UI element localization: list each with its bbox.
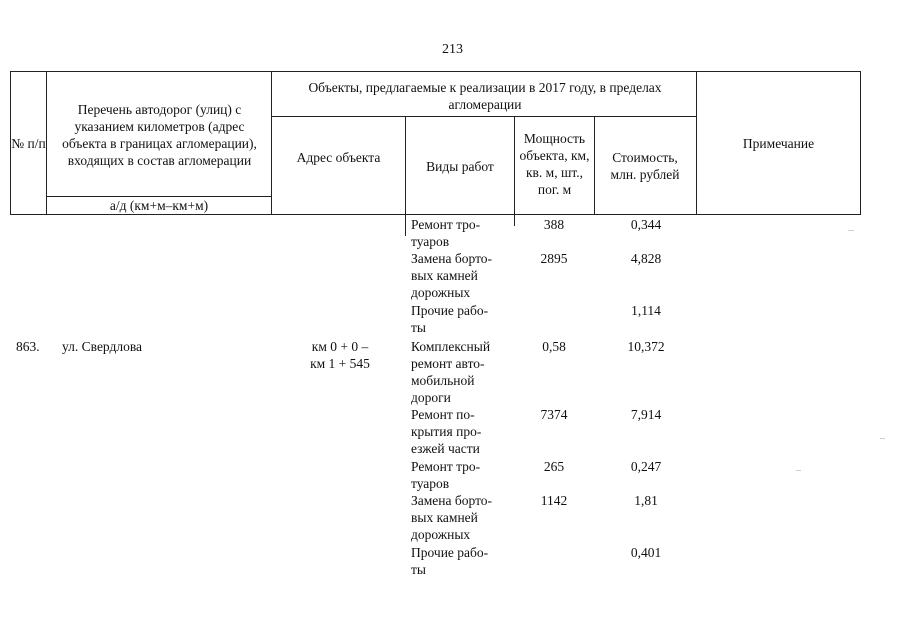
object-address: км 0 + 0 – км 1 + 545 bbox=[310, 339, 370, 371]
cost-value: 0,247 bbox=[630, 459, 662, 474]
road-name: ул. Свердлова bbox=[62, 339, 143, 354]
cost-value: 1,81 bbox=[634, 493, 658, 508]
capacity-value: 2895 bbox=[540, 251, 568, 266]
header-number: № п/п bbox=[11, 135, 46, 151]
cost-value: 0,344 bbox=[630, 217, 662, 232]
header-capacity: Мощность объекта, км, кв. м, шт., пог. м bbox=[519, 131, 590, 197]
scan-mark bbox=[848, 230, 854, 231]
header-address: Адрес объекта bbox=[296, 149, 381, 165]
cost-value: 4,828 bbox=[630, 251, 662, 266]
page-number: 213 bbox=[442, 42, 463, 57]
col-border-tail bbox=[405, 214, 406, 236]
col-border bbox=[405, 116, 406, 215]
col-border bbox=[860, 71, 861, 215]
capacity-value: 0,58 bbox=[542, 339, 566, 354]
header-roads-sub: а/д (км+м–км+м) bbox=[109, 198, 209, 213]
header-note: Примечание bbox=[742, 135, 815, 151]
work-type: Замена борто- вых камней дорожных bbox=[411, 493, 493, 542]
col-border bbox=[46, 71, 47, 215]
cost-value: 10,372 bbox=[627, 339, 665, 354]
header-work: Виды работ bbox=[426, 158, 494, 174]
capacity-value: 265 bbox=[543, 459, 565, 474]
scan-mark bbox=[880, 438, 885, 439]
work-type: Ремонт тро- туаров bbox=[411, 217, 481, 249]
work-type: Ремонт по- крытия про- езжей части bbox=[411, 407, 482, 456]
header-cost: Стоимость, млн. рублей bbox=[610, 150, 680, 182]
header-roads: Перечень автодорог (улиц) с указанием километров (адрес объекта в границах агломерации), входящих в состав агломерации bbox=[62, 102, 257, 168]
capacity-value: 7374 bbox=[540, 407, 568, 422]
row-number: 863. bbox=[16, 339, 40, 354]
cost-value: 0,401 bbox=[630, 545, 662, 560]
cost-value: 7,914 bbox=[630, 407, 662, 422]
capacity-value: 1142 bbox=[540, 493, 568, 508]
header-objects-group: Объекты, предлагаемые к реализации в 2017 году, в пределах агломерации bbox=[308, 80, 662, 112]
work-type: Комплексный ремонт авто- мобильной дороги bbox=[411, 339, 491, 405]
work-type: Ремонт тро- туаров bbox=[411, 459, 481, 491]
work-type: Замена борто- вых камней дорожных bbox=[411, 251, 493, 300]
work-type: Прочие рабо- ты bbox=[411, 303, 489, 335]
work-type: Прочие рабо- ты bbox=[411, 545, 489, 577]
capacity-value: 388 bbox=[543, 217, 565, 232]
scan-mark bbox=[796, 470, 801, 471]
col-border bbox=[594, 116, 595, 215]
cost-value: 1,114 bbox=[631, 303, 661, 318]
